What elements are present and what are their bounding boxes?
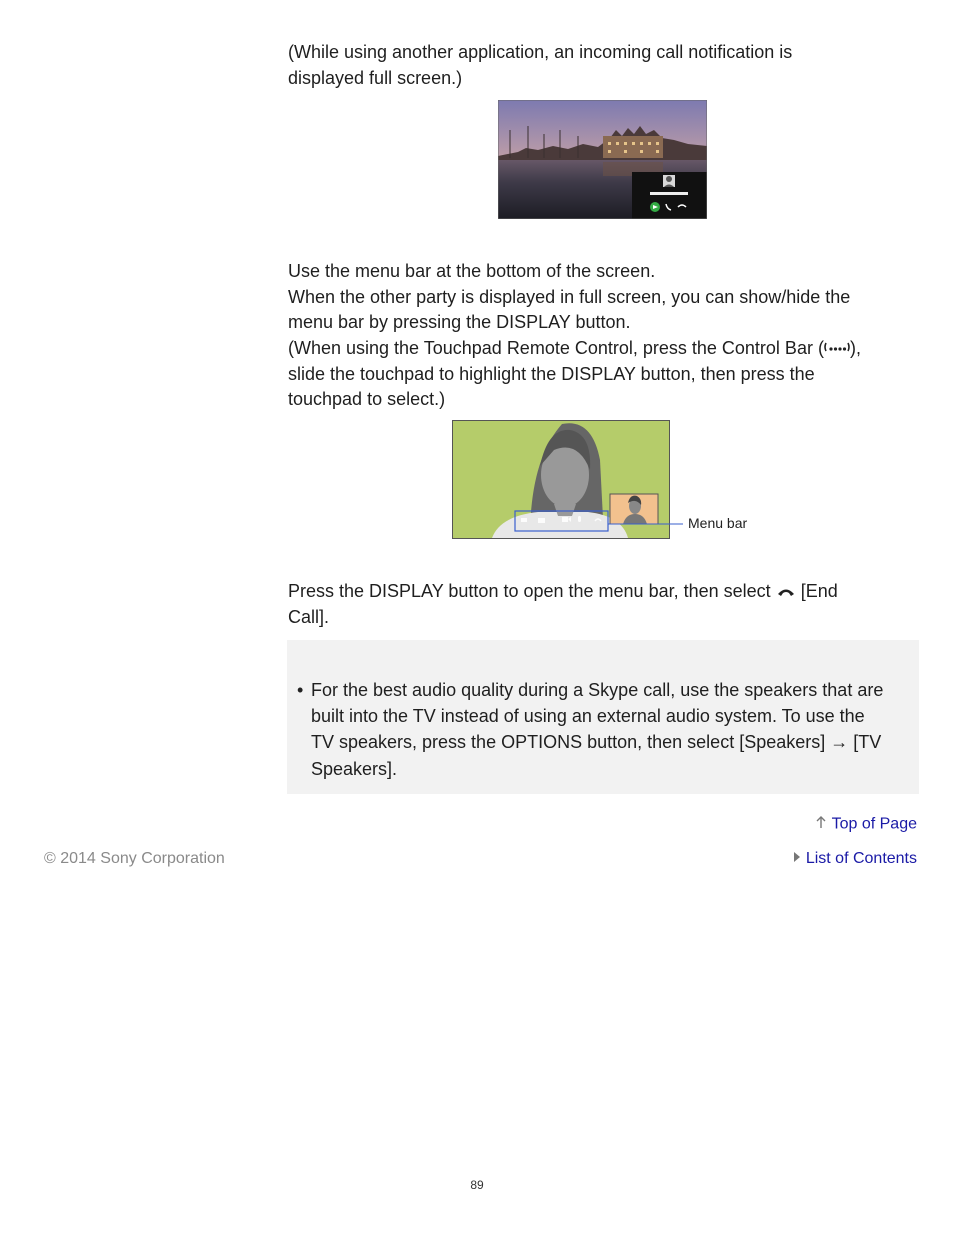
usage-line: When the other party is displayed in full screen, you can show/hide the xyxy=(288,286,851,307)
menu-bar-label: Menu bar xyxy=(688,515,748,531)
intro-paragraph xyxy=(288,40,928,91)
arrow-up-icon xyxy=(815,815,827,834)
hint-line: built into the TV instead of using an external audio system. To use the xyxy=(311,706,865,727)
hint-line: Speakers]. xyxy=(311,758,398,779)
triangle-right-icon xyxy=(793,850,801,868)
usage-line: touchpad to select.) xyxy=(288,389,446,409)
usage-line: slide the touchpad to highlight the DISPLAY button, then press the xyxy=(288,363,815,384)
incoming-call-notification-image xyxy=(498,100,707,219)
list-of-contents-link[interactable] xyxy=(793,850,917,868)
end-call-icon xyxy=(776,580,796,606)
copyright: © 2014 Sony Corporation xyxy=(44,850,225,867)
top-of-page-link[interactable] xyxy=(815,815,917,834)
usage-line: menu bar by pressing the DISPLAY button. xyxy=(288,312,631,332)
intro-line: displayed full screen.) xyxy=(288,67,463,88)
hint-text xyxy=(311,677,911,782)
top-of-page-label: Top of Page xyxy=(831,815,917,833)
endcall-line: Call]. xyxy=(288,607,330,627)
hint-line: For the best audio quality during a Skype call, use the speakers that are xyxy=(311,680,884,700)
hint-bullet: • xyxy=(297,680,304,700)
control-bar-icon xyxy=(824,336,850,362)
intro-line: (While using another application, an incoming call notification is xyxy=(288,42,793,62)
menu-bar-illustration xyxy=(452,420,754,540)
end-call-paragraph xyxy=(288,579,928,631)
usage-line: (When using the Touchpad Remote Control, press the Control Bar ( ), xyxy=(288,336,928,362)
list-of-contents-label: List of Contents xyxy=(805,850,917,868)
usage-paragraph xyxy=(288,259,928,413)
endcall-line: Press the DISPLAY button to open the menu bar, then select [End xyxy=(288,579,928,605)
page-number: 89 xyxy=(470,1178,484,1192)
usage-line: Use the menu bar at the bottom of the screen. xyxy=(288,261,656,281)
hint-line: TV speakers, press the OPTIONS button, then select [Speakers] → [TV xyxy=(311,732,882,753)
